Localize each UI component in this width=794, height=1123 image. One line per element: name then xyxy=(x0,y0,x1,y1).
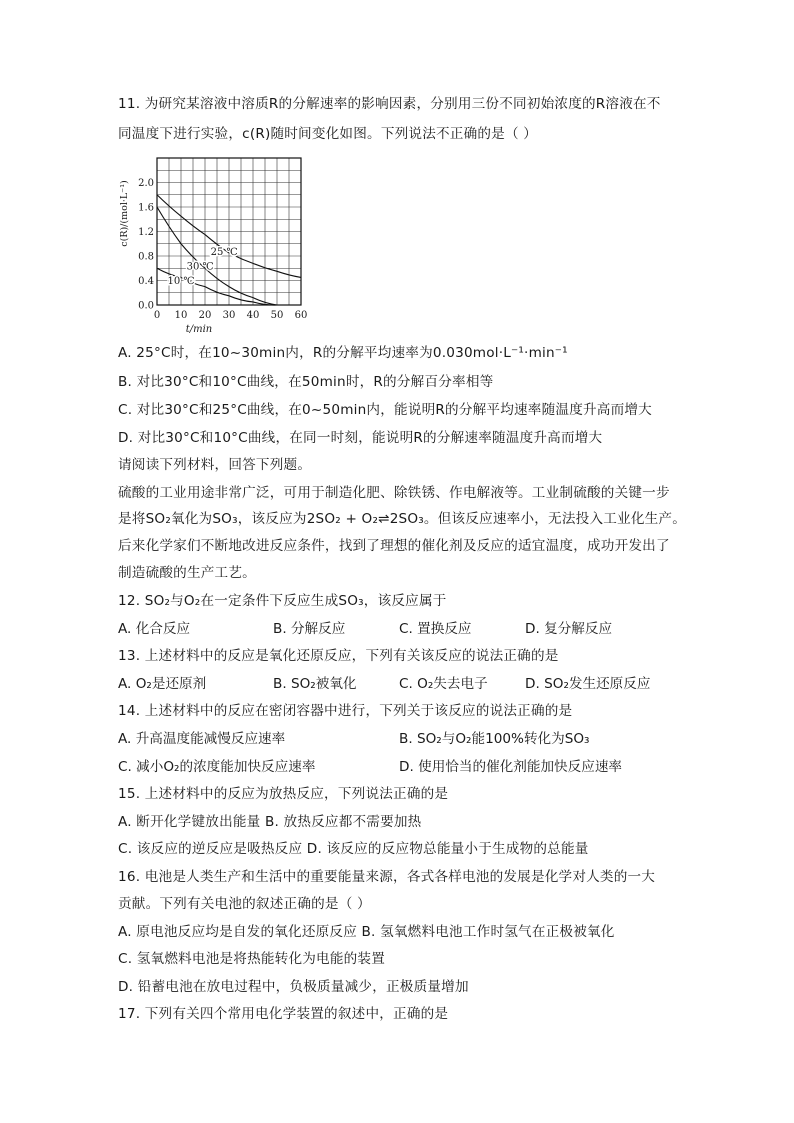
chart-series-labels xyxy=(167,247,237,287)
q16-options-ab: A. 原电池反应均是自发的氧化还原反应 B. 氢氧燃料电池工作时氢气在正极被氧化 xyxy=(118,924,615,940)
y-tick-label: 0.4 xyxy=(138,276,154,287)
series-label: 10 ℃ xyxy=(167,276,195,288)
chart-x-axis-label: t/min xyxy=(185,324,213,335)
x-tick-label: 0 xyxy=(153,310,161,321)
q16-option-d: D. 铅蓄电池在放电过程中，负极质量减少，正极质量增加 xyxy=(118,979,469,995)
q14-stem: 14. 上述材料中的反应在密闭容器中进行，下列关于该反应的说法正确的是 xyxy=(118,703,573,719)
q12-option-b: B. 分解反应 xyxy=(273,621,346,637)
series-label: 30 ℃ xyxy=(186,261,214,273)
y-tick-label: 1.6 xyxy=(138,202,154,214)
y-tick-label: 2.0 xyxy=(138,178,154,189)
q14-option-d: D. 使用恰当的催化剂能加快反应速率 xyxy=(399,759,623,775)
chart-y-axis-label: c(R)/(mol·L⁻¹) xyxy=(119,180,130,247)
q16-stem-line1: 16. 电池是人类生产和生活中的重要能量来源，各式各样电池的发展是化学对人类的一大 xyxy=(118,869,656,885)
q15-options-cd: C. 该反应的逆反应是吸热反应 D. 该反应的反应物总能量小于生成物的总能量 xyxy=(118,841,589,857)
q16-stem-line2: 贡献。下列有关电池的叙述正确的是（ ） xyxy=(118,896,371,912)
q11-option-c: C. 对比30°C和25°C曲线，在0~50min内，能说明R的分解平均速率随温度升高而增大 xyxy=(118,402,652,418)
x-tick-label: 60 xyxy=(294,310,308,321)
q14-option-a: A. 升高温度能减慢反应速率 xyxy=(118,731,286,747)
x-tick-label: 40 xyxy=(246,310,260,321)
q16-option-c: C. 氢氧燃料电池是将热能转化为电能的装置 xyxy=(118,951,386,967)
material-intro: 请阅读下列材料，回答下列题。 xyxy=(118,457,312,473)
q15-options-ab: A. 断开化学键放出能量 B. 放热反应都不需要加热 xyxy=(118,814,422,830)
q13-option-c: C. O₂失去电子 xyxy=(399,676,488,692)
y-tick-label: 1.2 xyxy=(138,227,154,238)
q13-option-b: B. SO₂被氧化 xyxy=(273,676,357,692)
q12-option-c: C. 置换反应 xyxy=(399,621,472,637)
q12-option-d: D. 复分解反应 xyxy=(525,621,613,637)
material-paragraph-line2: 是将SO₂氧化为SO₃，该反应为2SO₂ + O₂⇌2SO₃。但该反应速率小，无法投入工业化生产。 xyxy=(118,511,686,527)
y-tick-label: 0.0 xyxy=(138,300,154,312)
concentration-time-chart xyxy=(115,150,315,335)
q13-option-a: A. O₂是还原剂 xyxy=(118,676,207,692)
q12-option-a: A. 化合反应 xyxy=(118,621,191,637)
series-label: 25 ℃ xyxy=(210,246,238,258)
q11-option-b: B. 对比30°C和10°C曲线，在50min时，R的分解百分率相等 xyxy=(118,374,494,390)
q14-option-c: C. 减小O₂的浓度能加快反应速率 xyxy=(118,759,316,775)
material-paragraph-line1: 硫酸的工业用途非常广泛，可用于制造化肥、除铁锈、作电解液等。工业制硫酸的关键一步 xyxy=(118,485,670,501)
q15-stem: 15. 上述材料中的反应为放热反应，下列说法正确的是 xyxy=(118,786,449,802)
q11-option-a: A. 25°C时，在10~30min内，R的分解平均速率为0.030mol·L⁻¹·min⁻¹ xyxy=(118,345,568,361)
material-paragraph-line4: 制造硫酸的生产工艺。 xyxy=(118,565,256,581)
x-tick-label: 10 xyxy=(174,310,188,321)
q11-option-d: D. 对比30°C和10°C曲线，在同一时刻，能说明R的分解速率随温度升高而增大 xyxy=(118,430,603,446)
q13-stem: 13. 上述材料中的反应是氧化还原反应，下列有关该反应的说法正确的是 xyxy=(118,648,559,664)
material-paragraph-line3: 后来化学家们不断地改进反应条件，找到了理想的催化剂及反应的适宜温度，成功开发出了 xyxy=(118,538,670,554)
q11-stem-line2: 同温度下进行实验，c(R)随时间变化如图。下列说法不正确的是（ ） xyxy=(118,126,538,142)
x-tick-label: 50 xyxy=(270,310,284,321)
y-tick-label: 0.8 xyxy=(138,251,154,263)
q14-option-b: B. SO₂与O₂能100%转化为SO₃ xyxy=(399,731,590,747)
q17-stem: 17. 下列有关四个常用电化学装置的叙述中，正确的是 xyxy=(118,1006,449,1022)
q11-stem-line1: 11. 为研究某溶液中溶质R的分解速率的影响因素，分别用三份不同初始浓度的R溶液在不 xyxy=(118,96,661,112)
q12-stem: 12. SO₂与O₂在一定条件下反应生成SO₃，该反应属于 xyxy=(118,593,447,609)
x-tick-label: 30 xyxy=(222,310,236,321)
q13-option-d: D. SO₂发生还原反应 xyxy=(525,676,651,692)
x-tick-label: 20 xyxy=(198,310,212,321)
